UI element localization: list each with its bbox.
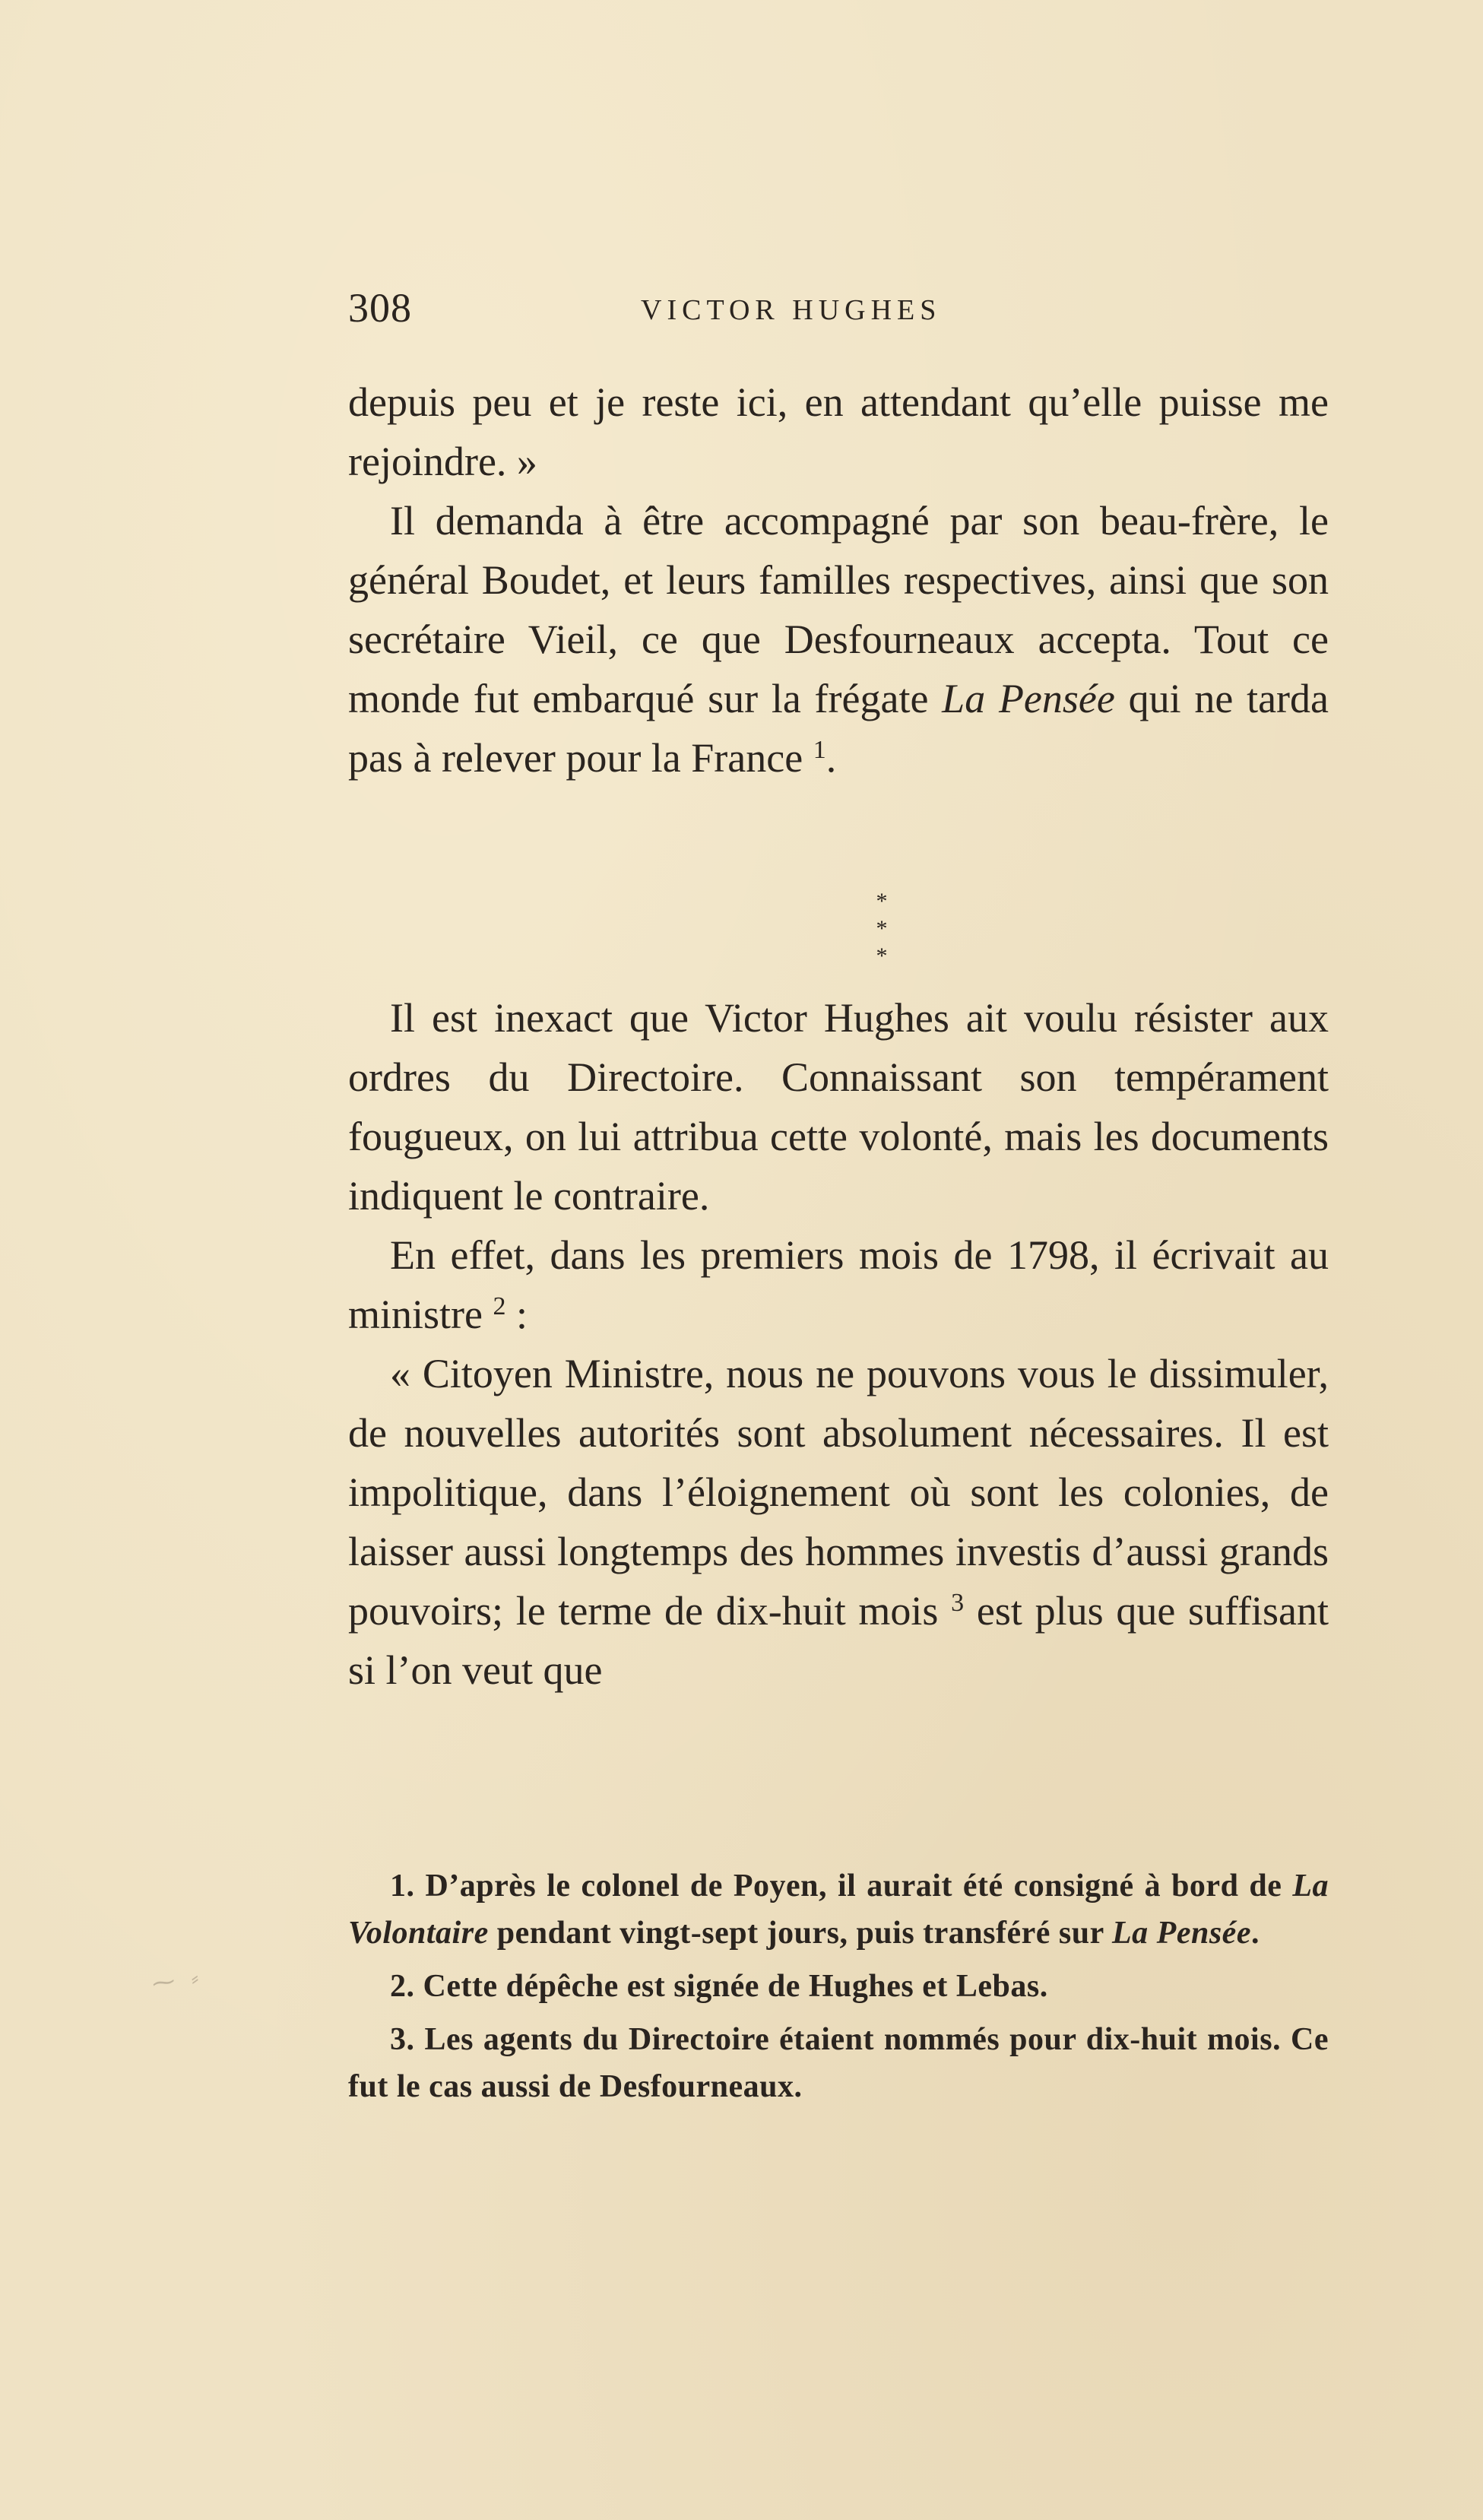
paragraph-text: . [825, 735, 837, 781]
footnote-text: 1. D’après le colonel de Poyen, il aurait été consigné à bord de [390, 1869, 1293, 1903]
section-break-asterism [844, 888, 920, 968]
running-title: VICTOR HUGHES [641, 294, 942, 326]
paragraph-quotation [348, 1344, 1329, 1700]
paragraph-embarkation [348, 491, 1329, 788]
paragraph-text: « Citoyen Ministre, nous ne pouvons vous le dissimuler, de nouvelles autorités sont absolument nécessaires. Il est impolitique, dans l’éloignement où sont les colonies, de laisser aussi longtemps des hommes investis d’aussi grands pouvoirs; le terme de dix-huit mois [348, 1351, 1329, 1634]
margin-pencil-mark: ⁓ ⸗ [150, 1964, 205, 1998]
paragraph-text: Il demanda à être accompagné par son beau-frère, le général Boudet, et leurs familles respectives, ainsi que son secrétaire Vieil, ce que Desfourneaux accepta. Tout ce monde fut embarqué sur la frégate [348, 498, 1329, 721]
page-number: 308 [348, 285, 412, 331]
footnote-1 [348, 1862, 1329, 1957]
footnote-3: 3. Les agents du Directoire étaient nommés pour dix-huit mois. Ce fut le cas aussi de Desfourneaux. [348, 2022, 1329, 2104]
paragraph-text: Il est inexact que Victor Hughes ait voulu résister aux ordres du Directoire. Connaissant son tempérament fougueux, on lui attribua cette volonté, mais les documents indiquent le contraire. [348, 995, 1329, 1219]
paragraph-text: depuis peu et je reste ici, en attendant qu’elle puisse me rejoindre. » [348, 379, 1329, 484]
paragraph-text: En effet, dans les premiers mois de 1798, il écrivait au ministre [348, 1232, 1329, 1337]
footnote-ref: 1 [813, 736, 826, 764]
paragraph-text: : [505, 1292, 528, 1337]
footnote-2: 2. Cette dépêche est signée de Hughes et Lebas. [390, 1969, 1048, 2004]
running-head [348, 281, 1329, 334]
paragraph-inexact [348, 988, 1329, 1225]
ship-name: La Pensée [942, 676, 1115, 721]
paragraph-continuation [348, 372, 1329, 491]
text-block-bottom [348, 988, 1329, 1700]
ship-name: La Pensée [1112, 1916, 1251, 1951]
asterism-bottom: * * [876, 916, 902, 968]
paragraph-en-effet [348, 1225, 1329, 1344]
asterism-top: * [876, 889, 888, 914]
footnote-ref: 3 [951, 1589, 965, 1617]
paragraph-text: qui ne tarda pas à relever pour la France [348, 676, 1329, 781]
footnote-text: pendant vingt-sept jours, puis transféré sur [488, 1916, 1113, 1951]
footnote-ref: 2 [493, 1292, 506, 1320]
ship-name: La Volontaire [348, 1869, 1329, 1951]
text-block-top [348, 372, 1329, 788]
paragraph-text: est plus que suffisant si l’on veut que [348, 1588, 1329, 1693]
footnote-text: . [1250, 1916, 1260, 1951]
footnotes [348, 1862, 1329, 2110]
